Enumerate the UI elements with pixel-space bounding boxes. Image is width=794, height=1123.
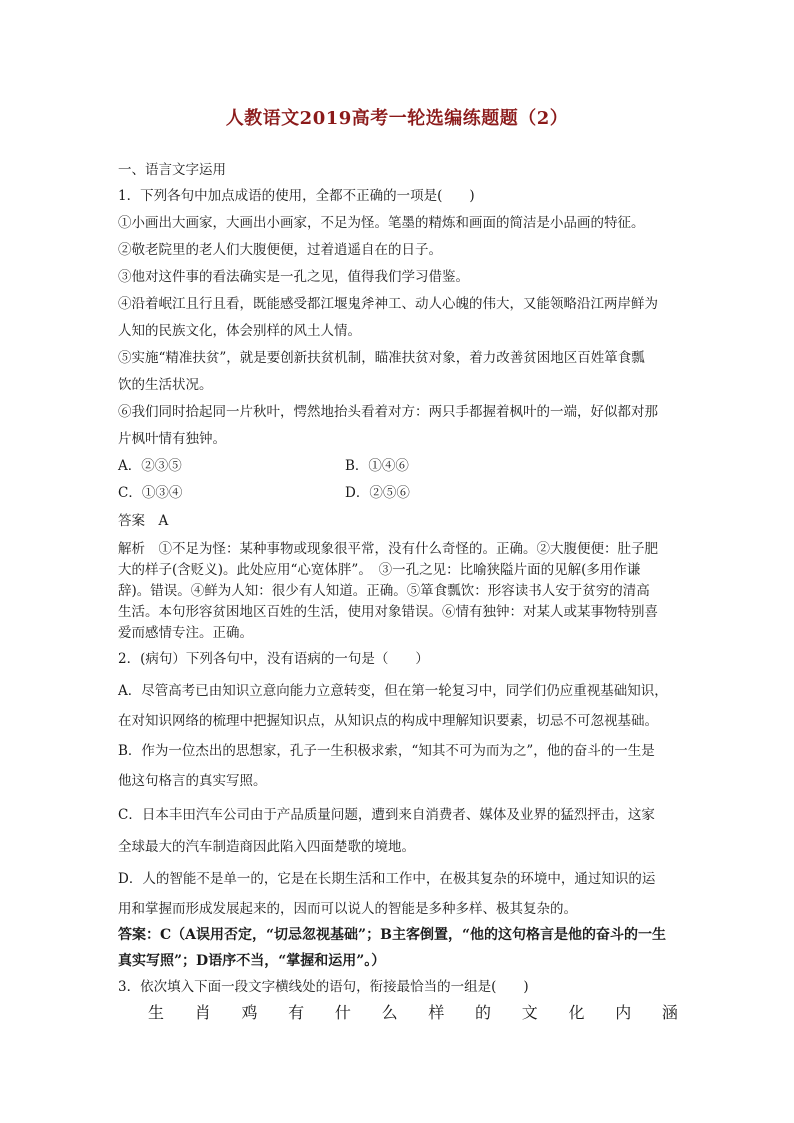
q3-char: 鸡: [241, 1003, 258, 1022]
q1-sentence-4-line2: 人知的民族文化，体会别样的风土人情。: [118, 323, 361, 339]
q1-sentence-5-line1: ⑤实施“精准扶贫”，就是要创新扶贫机制，瞄准扶贫对象，着力改善贫困地区百姓箪食瓢: [118, 350, 645, 366]
q2-option-c-line1: C．日本丰田汽车公司由于产品质量问题，遭到来自消费者、媒体及业界的猛烈抨击，这家: [118, 807, 655, 823]
q2-answer-line2: 真实写照”；D语序不当，“掌握和运用”。）: [118, 953, 386, 969]
q1-sentence-4-line1: ④沿着岷江且行且看，既能感受都江堰鬼斧神工、动人心魄的伟大，又能领略沿江两岸鲜为: [118, 296, 658, 312]
q3-stem: 3．依次填入下面一段文字横线处的语句，衔接最恰当的一组是( ): [118, 979, 529, 995]
q3-char: 化: [568, 1003, 585, 1022]
q1-sentence-3: ③他对这件事的看法确实是一孔之见，值得我们学习借鉴。: [118, 269, 469, 285]
q1-option-b: B．①④⑥: [345, 458, 409, 474]
q1-option-c: C．①③④: [118, 485, 183, 501]
document-title: 人教语文2019高考一轮选编练题题（2）: [225, 108, 569, 129]
q2-option-d-line1: D．人的智能不是单一的，它是在长期生活和工作中，在极其复杂的环境中，通过知识的运: [118, 871, 656, 887]
q1-explanation-line2: 大的样子(含贬义)。此处应用“心宽体胖”。 ③一孔之见：比喻狭隘片面的见解(多用作谦: [118, 562, 641, 578]
q3-char: 肖: [194, 1003, 211, 1022]
q2-answer-line1: 答案：C（A误用否定，“切忌忽视基础”；B主客倒置，“他的这句格言是他的奋斗的一生: [118, 927, 666, 943]
q2-option-b-line1: B．作为一位杰出的思想家，孔子一生积极求索，“知其不可为而为之”，他的奋斗的一生是: [118, 743, 655, 759]
q1-sentence-5-line2: 饮的生活状况。: [118, 377, 213, 393]
q2-stem: 2．(病句）下列各句中，没有语病的一句是（ ）: [118, 651, 429, 667]
q1-explanation-line4: 生活。本句形容贫困地区百姓的生活，使用对象错误。⑥情有独钟：对某人或某事物特别喜: [118, 604, 658, 620]
q2-option-d-line2: 用和掌握而形成发展起来的，因而可以说人的智能是多种多样、极其复杂的。: [118, 901, 577, 917]
q3-char: 文: [521, 1003, 538, 1022]
q2-option-a-line2: 在对知识网络的梳理中把握知识点，从知识点的构成中理解知识要素，切忌不可忽视基础。: [118, 713, 658, 729]
q1-stem: 1．下列各句中加点成语的使用，全都不正确的一项是( ): [118, 188, 475, 204]
q3-passage-line: [118, 1000, 678, 1023]
q3-char: 涵: [661, 1003, 678, 1022]
q2-option-c-line2: 全球最大的汽车制造商因此陷入四面楚歌的境地。: [118, 839, 415, 855]
q1-option-d: D．②⑤⑥: [345, 485, 410, 501]
q1-answer: 答案 A: [118, 513, 169, 529]
q3-char: 的: [475, 1003, 492, 1022]
q1-option-a: A．②③⑤: [118, 458, 182, 474]
q2-option-a-line1: A．尽管高考已由知识立意向能力立意转变，但在第一轮复习中，同学们仍应重视基础知识，: [118, 683, 668, 699]
q1-explanation-line5: 爱而感情专注。正确。: [118, 625, 253, 641]
q3-char: 内: [615, 1003, 632, 1022]
q1-explanation-line3: 辞)。错误。④鲜为人知：很少有人知道。正确。⑤箪食瓢饮：形容读书人安于贫穷的清高: [118, 583, 650, 599]
q1-sentence-6-line2: 片枫叶情有独钟。: [118, 431, 226, 447]
q1-explanation-line1: 解析 ①不足为怪：某种事物或现象很平常，没有什么奇怪的。正确。②大腹便便：肚子肥: [118, 541, 658, 557]
q3-char: 有: [288, 1003, 305, 1022]
q3-char: 么: [381, 1003, 398, 1022]
q1-sentence-2: ②敬老院里的老人们大腹便便，过着逍遥自在的日子。: [118, 242, 442, 258]
q3-char: 样: [428, 1003, 445, 1022]
q3-char: 生: [148, 1003, 165, 1022]
section-heading: 一、语言文字运用: [118, 162, 226, 178]
q3-char: 什: [334, 1003, 351, 1022]
q1-sentence-1: ①小画出大画家，大画出小画家，不足为怪。笔墨的精炼和画面的简洁是小品画的特征。: [118, 215, 645, 231]
q1-sentence-6-line1: ⑥我们同时拾起同一片秋叶，愕然地抬头看着对方：两只手都握着枫叶的一端，好似都对那: [118, 404, 658, 420]
q2-option-b-line2: 他这句格言的真实写照。: [118, 773, 267, 789]
